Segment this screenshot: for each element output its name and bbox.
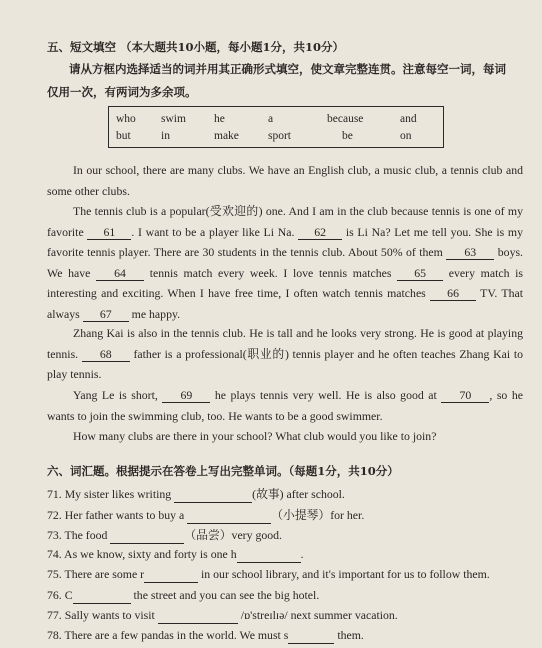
- word-bank-item: a: [268, 113, 274, 125]
- answer-blank-72[interactable]: [187, 508, 271, 524]
- passage-paragraph-2: The tennis club is a popular(受欢迎的) one. And I am in the club because tennis is one of my favorite 61 . I want to be a player like Li Na. 62 is Li Na? Let me tell you. She is my favorite tennis player. There are 30 students in the tennis club. About 50% of them 63 boys. We have 64 tennis match every week. I love tennis matches 65 every match is interesting and exciting. When I have free time, I often watch tennis matches 66 TV. That always 67 me happy.: [47, 204, 524, 321]
- word-bank-item: who: [116, 113, 136, 125]
- word-bank-item: because: [327, 113, 364, 125]
- question-76: 76. C the street and you can see the big hotel.: [47, 588, 320, 602]
- answer-blank-75[interactable]: [144, 567, 198, 583]
- word-bank-item: and: [400, 113, 417, 125]
- word-bank-item: sport: [268, 130, 291, 142]
- answer-blank-76[interactable]: [73, 588, 131, 604]
- word-bank-item: be: [342, 130, 353, 142]
- question-74: 74. As we know, sixty and forty is one h .: [47, 547, 304, 561]
- question-73: 73. The food （品尝）very good.: [47, 528, 283, 542]
- section-6-title: 六、词汇题。根据提示在答卷上写出完整单词。（每题1分，共10分）: [47, 464, 399, 478]
- blank-63[interactable]: 63: [446, 245, 494, 260]
- section-5-title: 五、短文填空 （本大题共10小题，每小题1分，共10分）: [47, 40, 345, 54]
- passage-paragraph-3: Zhang Kai is also in the tennis club. He is tall and he looks very strong. He is good at playing tennis. 68 father is a professional(职业的) tennis player and he often teaches Zhang Kai to play tennis.: [47, 326, 523, 381]
- blank-61[interactable]: 61: [87, 225, 131, 240]
- question-72: 72. Her father wants to buy a （小提琴）for her.: [47, 508, 365, 522]
- question-77: 77. Sally wants to visit /ɒ'streɪlɪə/ next summer vacation.: [47, 608, 398, 622]
- blank-70[interactable]: 70: [441, 388, 489, 403]
- answer-blank-78[interactable]: [288, 628, 334, 644]
- blank-67[interactable]: 67: [83, 307, 129, 322]
- word-bank-item: in: [161, 130, 170, 142]
- question-78: 78. There are a few pandas in the world. We must s them.: [47, 628, 364, 642]
- word-bank-box: [108, 106, 444, 148]
- blank-66[interactable]: 66: [430, 286, 476, 301]
- answer-blank-74[interactable]: [237, 547, 301, 563]
- question-75: 75. There are some r in our school library, and it's important for us to follow them.: [47, 567, 490, 581]
- word-bank-item: make: [214, 130, 239, 142]
- answer-blank-71[interactable]: [174, 487, 252, 503]
- instruction-line-2: 仅用一次，有两词为多余项。: [47, 85, 197, 99]
- passage-paragraph-1: In our school, there are many clubs. We have an English club, a music club, a tennis club and some other clubs.: [47, 163, 523, 198]
- blank-65[interactable]: 65: [397, 266, 443, 281]
- blank-62[interactable]: 62: [298, 225, 342, 240]
- section-5-instruction: [47, 58, 522, 104]
- word-bank-item: on: [400, 130, 412, 142]
- blank-69[interactable]: 69: [162, 388, 210, 403]
- word-bank-item: swim: [161, 113, 186, 125]
- answer-blank-77[interactable]: [158, 608, 238, 624]
- word-bank-item: he: [214, 113, 225, 125]
- word-bank-item: but: [116, 130, 131, 142]
- answer-blank-73[interactable]: [110, 528, 184, 544]
- blank-68[interactable]: 68: [82, 347, 130, 362]
- question-71: 71. My sister likes writing (故事) after school.: [47, 487, 345, 501]
- passage-paragraph-5: How many clubs are there in your school? What club would you like to join?: [73, 429, 437, 443]
- instruction-line-1: 请从方框内选择适当的词并用其正确形式填空，使文章完整连贯。注意每空一词，每词: [69, 62, 506, 76]
- passage-paragraph-4: Yang Le is short, 69 he plays tennis very well. He is also good at 70 , so he wants to join the swimming club, too. He wants to be a good swimmer.: [47, 388, 523, 423]
- blank-64[interactable]: 64: [96, 266, 144, 281]
